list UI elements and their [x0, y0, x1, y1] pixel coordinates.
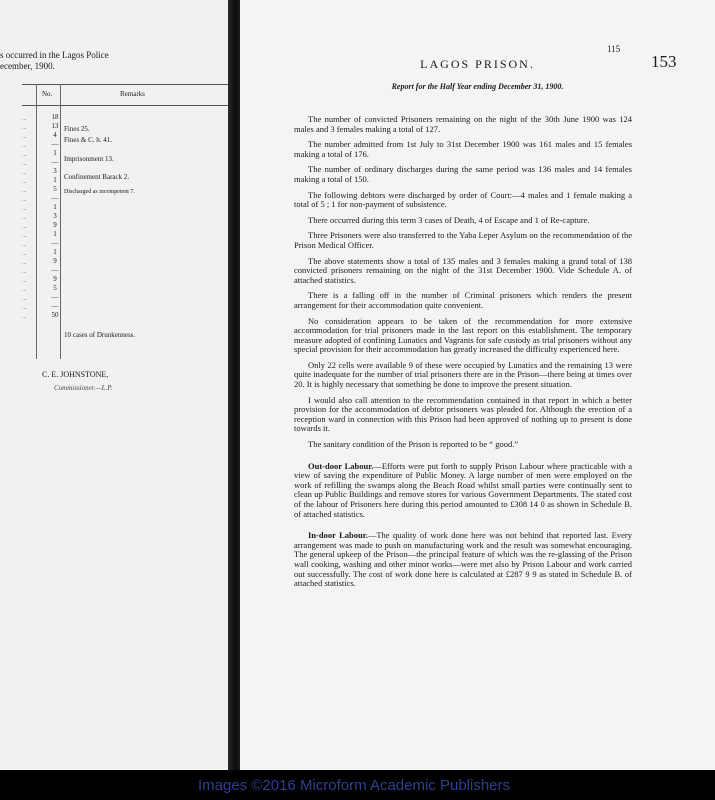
number-cell: 3 — [53, 212, 57, 220]
signature-title: Commissioner.—L.P. — [54, 384, 113, 392]
number-cell: — — [51, 302, 59, 310]
page-gutter — [228, 0, 240, 770]
remark-confinement: Confinement Barack 2. — [64, 173, 130, 181]
page-number-big: 153 — [651, 52, 677, 71]
number-cell: — — [51, 158, 59, 166]
paragraph: Three Prisoners were also transferred to the Yaba Leper Asylum on the recommendation of the Prison Medical Officer. — [294, 230, 632, 250]
number-cell: 1 — [53, 248, 57, 256]
indoor-labour-heading: In-door Labour. — [308, 530, 368, 541]
report-subtitle: Report for the Half Year ending December 31, 1900. — [391, 82, 564, 91]
left-header-line1: s occurred in the Lagos Police — [0, 50, 109, 60]
paragraph: The above statements show a total of 135 males and 3 females making a grand total of 138 convicted prisoners remaining on the night of the 31st December 1900. Vide Schedule A. of attached statistics. — [294, 255, 632, 285]
number-cell: 50 — [51, 311, 59, 319]
remark-fines: Fines 25. — [64, 125, 90, 133]
report-body — [294, 115, 632, 595]
number-cell: — — [51, 194, 59, 202]
number-cell: 1 — [53, 230, 57, 238]
remark-imprisonment: Imprisonment 13. — [64, 155, 114, 163]
number-cell: 9 — [53, 257, 57, 265]
paragraph: There is a falling off in the number of Criminal prisoners which renders the present arrangement for their accommodation quite convenient. — [294, 290, 632, 310]
paragraph: The number of convicted Prisoners remaining on the night of the 30th June 1900 was 124 males and 3 females making a total of 127. — [294, 114, 632, 134]
left-page-header — [0, 50, 220, 72]
number-cell: 5 — [53, 284, 57, 292]
paragraph: The following debtors were discharged by order of Court:—4 males and 1 female making a total of 5 ; 1 for non-payment of subsistence. — [294, 189, 632, 210]
number-cell: 5 — [53, 185, 57, 193]
paragraph: Only 22 cells were available 9 of these were occupied by Lunatics and the remaining 13 were quite inadequate for the number of trial prisoners there are in the Prison—there being at times over 20. It is highly necessary that something be done to improve the present situation. — [294, 359, 632, 390]
indoor-labour-text: —The quality of work done here was not behind that reported last. Every arrangement was made to push on manufacturing work and the result was somewhat encouraging. The general upkeep of the Prison—the principal feature of which was the re-glassing of the Prison wall cooking, washing and other minor works—were met also by Prison Labour and work carried out successfully. The cost of work done here is calculated at £287 9 9 as stated in Schedule B. of attached statistics. — [294, 530, 632, 589]
number-cell: 9 — [53, 221, 57, 229]
number-cell: 4 — [53, 131, 57, 139]
indoor-labour-paragraph — [294, 531, 632, 589]
paragraph: The number of ordinary discharges during the same period was 136 males and 14 females making a total of 150. — [294, 164, 632, 184]
left-page — [0, 0, 228, 770]
right-page — [240, 0, 715, 770]
paragraph: I would also call attention to the recommendation contained in that report in which a better provision for the accommodation of debtor prisoners was pleaded for. Although the erection of a reception ward in connection with this Prison had been approved of nothing up to present is done towards it. — [294, 394, 632, 434]
number-cell: 9 — [53, 275, 57, 283]
col-remarks-header: Remarks — [120, 90, 145, 98]
number-cell: 3 — [53, 167, 57, 175]
report-title: LAGOS PRISON. — [420, 57, 535, 71]
copyright-watermark: Images ©2016 Microform Academic Publishers — [198, 777, 511, 794]
outdoor-labour-heading: Out-door Labour. — [308, 460, 374, 471]
page-number-small: 115 — [607, 44, 621, 54]
outdoor-labour-paragraph — [294, 462, 632, 520]
number-cell: — — [51, 266, 59, 274]
signature-name: C. E. JOHNSTONE, — [42, 370, 109, 379]
outdoor-labour-text: —Efforts were put forth to supply Prison Labour where practicable with a view of saving the expenditure of Public Money. A large number of men were employed on the work of refilling the swamps along the Beach Road whilst small parties were continually sent to clean up Public Buildings and remove stores for various Government Departments. The stated cost of the labour of Prisoners here during this period amounted to £308 14 0 as shown in Schedule B. of attached statistics. — [294, 460, 632, 519]
number-cell: — — [51, 239, 59, 247]
row-leaders: ... ... ... ... ... ... ... ... ... ... ... ... ... ... ... ... ... ... ... ... ... ... ... — [22, 116, 27, 320]
table-header — [22, 85, 228, 106]
remark-fines-ch: Fines & C. h. 41. — [64, 136, 113, 144]
offences-table — [22, 84, 228, 359]
number-cell: 18 — [51, 113, 59, 121]
number-cell: 13 — [51, 122, 59, 130]
col-no-header: No. — [42, 90, 53, 98]
paragraph: The number admitted from 1st July to 31st December 1900 was 161 males and 15 females making a total of 176. — [294, 139, 632, 159]
number-cell: — — [51, 293, 59, 301]
numbers-column — [44, 113, 66, 320]
paragraph: There occurred during this term 3 cases of Death, 4 of Escape and 1 of Re-capture. — [308, 214, 590, 225]
number-cell: 1 — [53, 176, 57, 184]
left-header-line2: ecember, 1900. — [0, 61, 55, 71]
number-cell: — — [51, 140, 59, 148]
paragraph: The sanitary condition of the Prison is reported to be “ good.” — [308, 439, 519, 450]
paragraph: No consideration appears to be taken of the recommendation for more extensive accommodation for trial prisoners made in the last report on this establishment. The temporary measure adopted of confining Lunatics and Vagrants for safe custody as trial prisoners without any special provision for their accommodation has greatly increased the difficulty experienced here. — [294, 315, 632, 355]
number-cell: 1 — [53, 149, 57, 157]
remark-drunkenness: 10 cases of Drunkenness. — [64, 331, 136, 339]
remark-discharged: Discharged as incompetent 7. — [64, 189, 135, 195]
number-cell: 1 — [53, 203, 57, 211]
